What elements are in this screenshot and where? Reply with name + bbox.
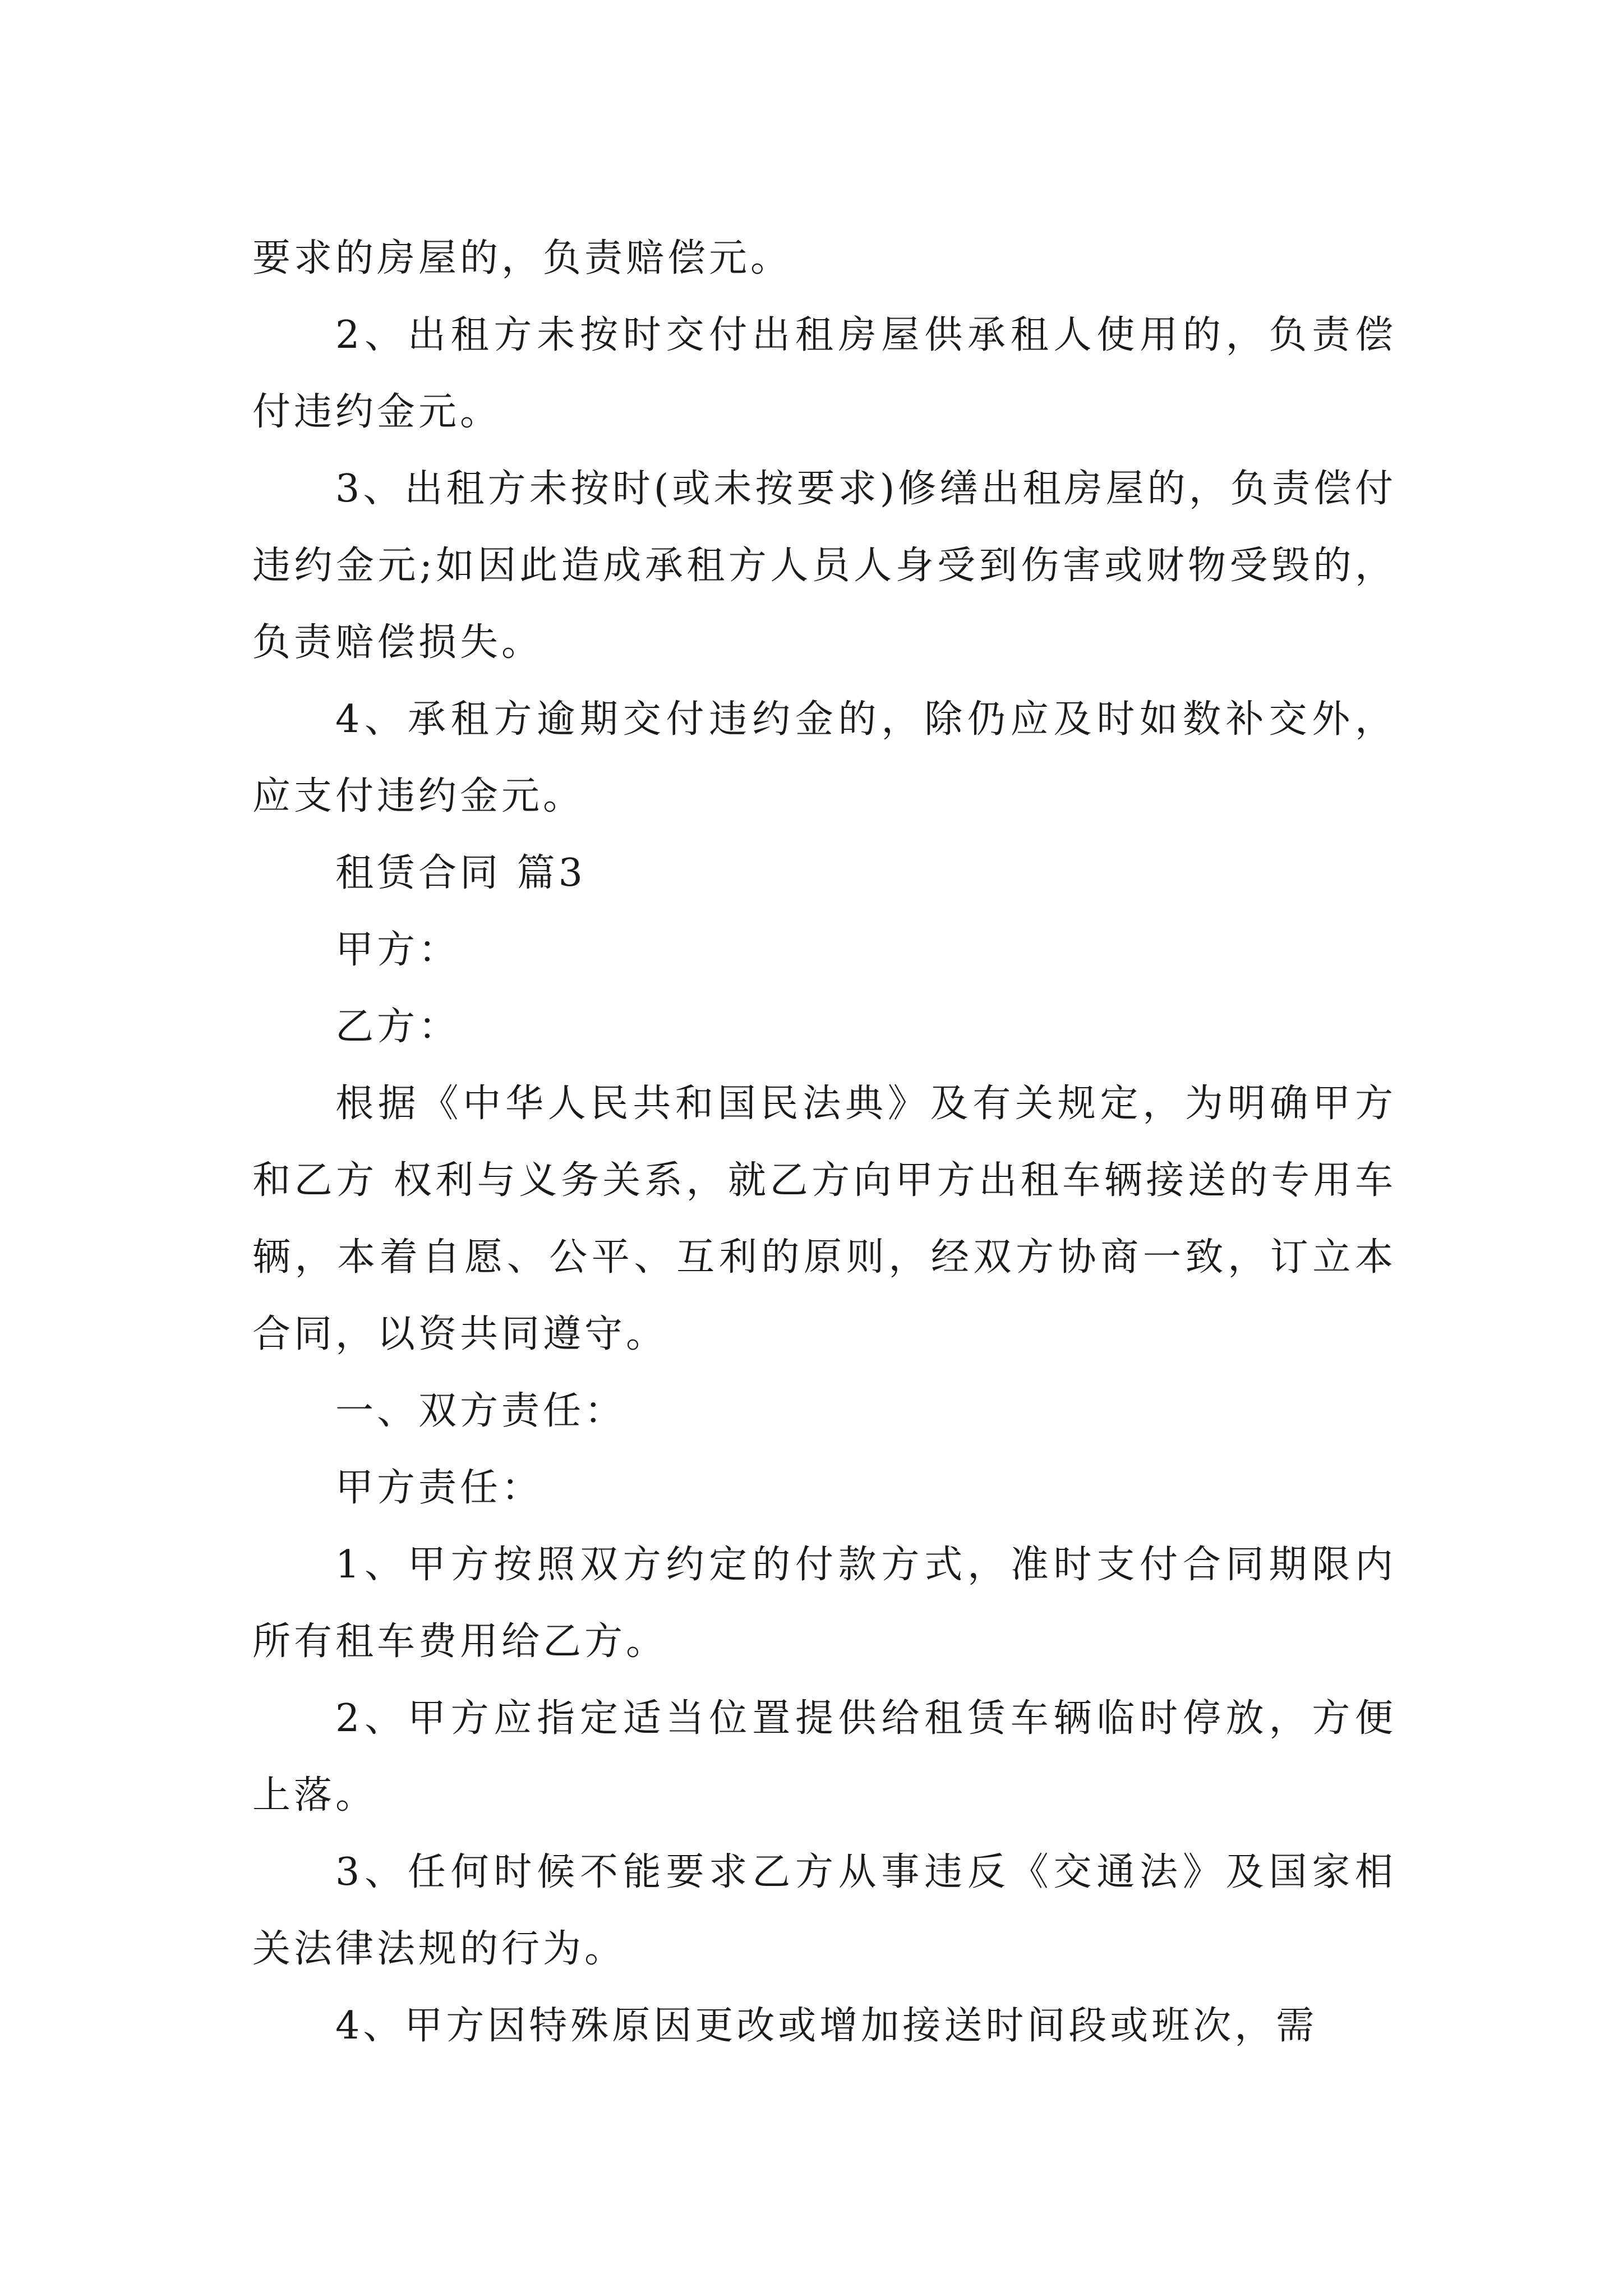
section-heading: 租赁合同 篇3 [335, 851, 586, 895]
paragraph-a-item-4: 4、甲方因特殊原因更改或增加接送时间段或班次，需 [335, 2004, 1318, 2048]
party-a-label: 甲方： [335, 928, 460, 972]
paragraph-clause-3: 3、出租方未按时(或未按要求)修缮出租房屋的，负责偿付违约金元;如因此造成承租方人员人身受到伤害或财物受毁的，负责赔偿损失。 [252, 467, 1396, 665]
paragraph-a-item-3: 3、任何时候不能要求乙方从事违反《交通法》及国家相关法律法规的行为。 [252, 1850, 1396, 1971]
party-b-label: 乙方： [335, 1005, 460, 1049]
paragraph-continuation: 要求的房屋的，负责赔偿元。 [252, 236, 792, 280]
paragraph-clause-4: 4、承租方逾期交付违约金的，除仍应及时如数补交外，应支付违约金元。 [252, 697, 1396, 818]
paragraph-a-item-1: 1、甲方按照双方约定的付款方式，准时支付合同期限内所有租车费用给乙方。 [252, 1543, 1396, 1664]
subheading-party-a-responsibilities: 甲方责任： [335, 1466, 543, 1510]
document-body [252, 220, 1396, 2064]
paragraph-a-item-2: 2、甲方应指定适当位置提供给租赁车辆临时停放，方便上落。 [252, 1696, 1396, 1818]
paragraph-clause-2: 2、出租方未按时交付出租房屋供承租人使用的，负责偿付违约金元。 [252, 313, 1396, 434]
paragraph-preamble: 根据《中华人民共和国民法典》及有关规定，为明确甲方和乙方 权利与义务关系，就乙方向甲方出租车辆接送的专用车辆，本着自愿、公平、互利的原则，经双方协商一致，订立本合同，以资共同遵守。 [252, 1082, 1396, 1356]
subheading-responsibilities: 一、双方责任： [335, 1389, 626, 1433]
